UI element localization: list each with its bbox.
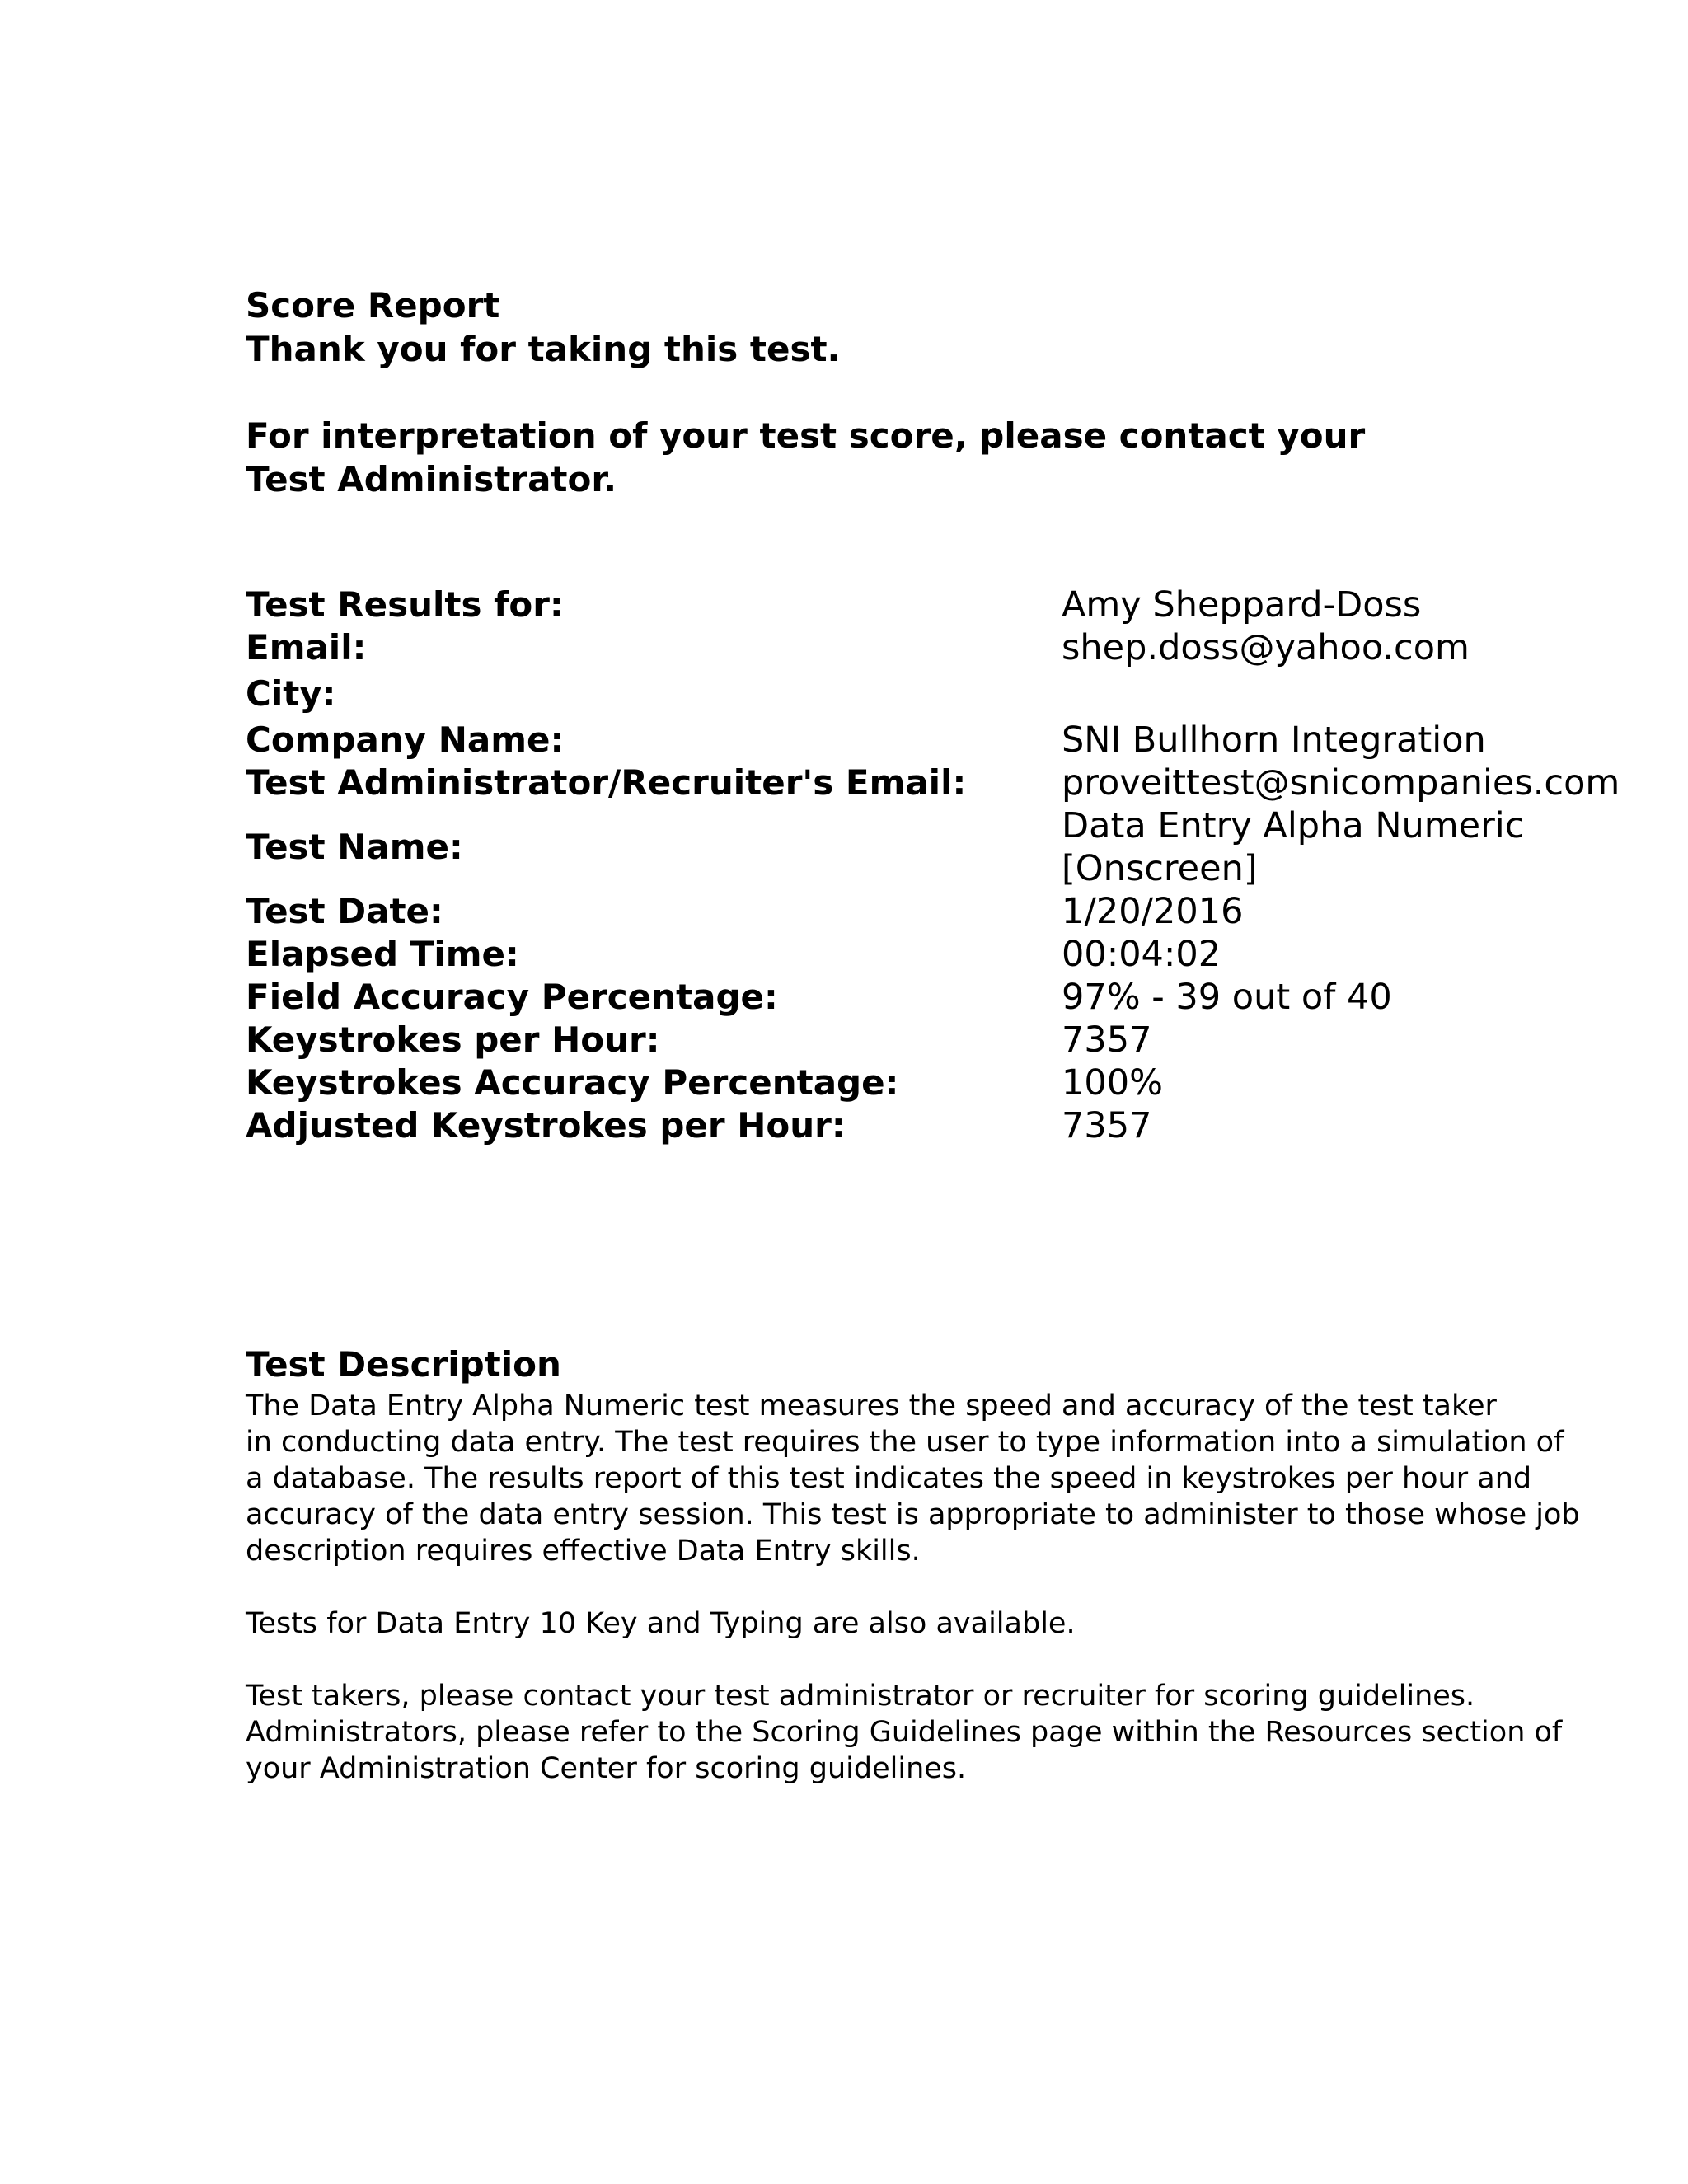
result-label: Test Date:: [246, 891, 443, 931]
result-label: Adjusted Keystrokes per Hour:: [246, 1105, 846, 1146]
description-paragraph: The Data Entry Alpha Numeric test measures the speed and accuracy of the test taker in conducting data entry. The test requires the user to type information into a simulation of a database. The results report of this test indicates the speed in keystrokes per hour and accuracy of the data entry session. This test is appropriate to administer to those whose job description requires effective Data Entry skills.: [246, 1390, 1580, 1568]
thank-you-text: Thank you for taking this test.: [246, 329, 841, 369]
result-value: Data Entry Alpha Numeric [Onscreen]: [1062, 805, 1525, 889]
result-row-elapsed-time: [246, 933, 1663, 976]
interpretation-text-line1: For interpretation of your test score, please contact your: [246, 415, 1366, 456]
result-value: 100%: [1062, 1062, 1163, 1104]
result-value: 7357: [1062, 1105, 1152, 1146]
result-label: Test Results for:: [246, 584, 564, 625]
result-row-adjusted-keystrokes: [246, 1104, 1663, 1147]
result-row-admin-email: [246, 762, 1663, 804]
result-label: Keystrokes Accuracy Percentage:: [246, 1062, 899, 1103]
result-label: Test Name:: [246, 827, 463, 867]
result-value: SNI Bullhorn Integration: [1062, 719, 1486, 761]
result-row-city: [246, 669, 1663, 719]
result-value: 1/20/2016: [1062, 891, 1244, 932]
result-row-company-name: [246, 719, 1663, 762]
result-row-keystrokes-per-hour: [246, 1019, 1663, 1062]
test-description-section: [246, 1343, 1663, 1787]
result-label: Field Accuracy Percentage:: [246, 977, 778, 1017]
result-value: 00:04:02: [1062, 934, 1221, 975]
result-value: proveittest@snicompanies.com: [1062, 762, 1620, 804]
result-row-test-date: [246, 890, 1663, 933]
report-header: [246, 284, 1647, 501]
result-value: shep.doss@yahoo.com: [1062, 627, 1470, 668]
result-label: Company Name:: [246, 719, 565, 760]
description-title: Test Description: [246, 1344, 561, 1385]
result-label: City:: [246, 673, 336, 714]
result-label: Elapsed Time:: [246, 934, 519, 974]
result-row-field-accuracy: [246, 976, 1663, 1019]
availability-paragraph: Tests for Data Entry 10 Key and Typing are also available.: [246, 1607, 1076, 1640]
result-label: Keystrokes per Hour:: [246, 1019, 660, 1060]
result-row-email: [246, 626, 1663, 669]
result-label: Email:: [246, 627, 367, 668]
result-value: 97% - 39 out of 40: [1062, 977, 1392, 1018]
result-row-test-results-for: [246, 583, 1663, 626]
result-row-keystrokes-accuracy: [246, 1062, 1663, 1104]
results-table: [246, 583, 1663, 1147]
report-title: Score Report: [246, 285, 500, 326]
scoring-guidelines-paragraph: Test takers, please contact your test administrator or recruiter for scoring guidelines. Administrators, please refer to the Scoring Guidelines page within the Resources section of your Administration Center for scoring guidelines.: [246, 1680, 1563, 1785]
result-value: 7357: [1062, 1019, 1152, 1061]
interpretation-text-line2: Test Administrator.: [246, 459, 617, 499]
result-row-test-name: [246, 804, 1663, 890]
result-label: Test Administrator/Recruiter's Email:: [246, 762, 967, 803]
result-value: Amy Sheppard-Doss: [1062, 584, 1422, 626]
